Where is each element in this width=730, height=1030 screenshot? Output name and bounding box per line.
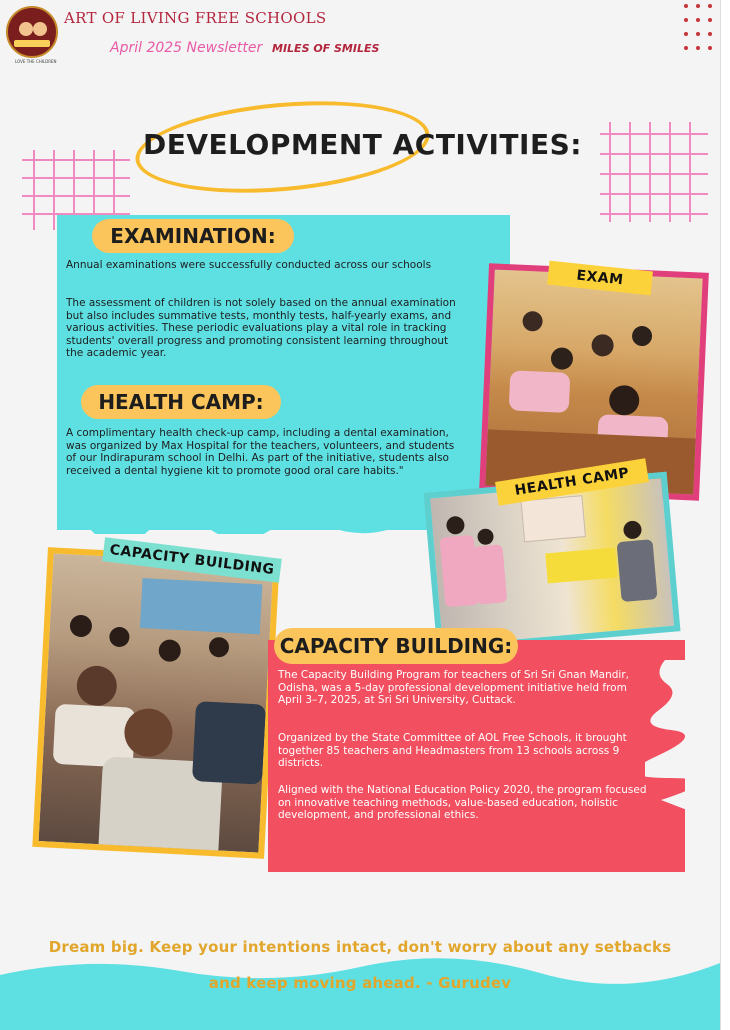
examination-paragraph-1: Annual examinations were successfully conducted across our schools [66,259,432,271]
capacity-building-paragraph-2: Organized by the State Committee of AOL Free Schools, it brought together 85 teachers and Headmasters from 13 schools across 9 districts. [278,732,627,769]
school-logo [6,6,58,58]
capacity-building-heading: CAPACITY BUILDING: [274,628,518,664]
org-name: ART OF LIVING FREE SCHOOLS [64,9,327,27]
footer-wave [0,955,720,1030]
logo-ribbon [14,40,50,47]
quote-line-2: and keep moving ahead. - Gurudev [208,974,512,992]
capacity-building-photo-tag: CAPACITY BUILDING [102,537,282,583]
tagline: MILES OF SMILES [272,42,380,55]
quote-line-1: Dream big. Keep your intentions intact, don't worry about any setbacks [48,938,672,956]
page-title: DEVELOPMENT ACTIVITIES: [143,128,582,161]
logo-caption: LOVE THE CHILDREN [15,59,57,64]
exam-photo-tag: EXAM [547,261,653,296]
health-camp-photo-tag: HEALTH CAMP [495,458,649,505]
examination-heading: EXAMINATION: [92,219,294,253]
child-face-icon [33,22,47,36]
examination-paragraph-2: The assessment of children is not solely based on the annual examination but also includes summative tests, monthly tests, half-yearly exams, and various activities. These periodic evaluations play a vital role in tracking students' overall progress and promoting consistent learning throughout the academic year. [66,297,456,359]
health-camp-heading: HEALTH CAMP: [81,385,281,419]
capacity-building-photo [32,547,279,859]
exam-photo [479,263,709,500]
child-face-icon [19,22,33,36]
dots-decoration [678,2,721,54]
capacity-building-paragraph-3: Aligned with the National Education Policy 2020, the program focused on innovative teaching methods, value-based education, holistic development, and professional ethics. [278,784,647,821]
grid-decoration-right [600,122,708,222]
newsletter-issue: April 2025 Newsletter [110,40,263,56]
capacity-building-paragraph-1: The Capacity Building Program for teachers of Sri Sri Gnan Mandir, Odisha, was a 5-day professional development initiative held from April 3–7, 2025, at Sri Sri University, Cuttack. [278,669,629,706]
health-camp-paragraph: A complimentary health check-up camp, including a dental examination, was organized by Max Hospital for the teachers, volunteers, and students of our Indirapuram school in Delhi. As part of the initiative, students also received a dental hygiene kit to promote good oral care habits." [66,427,455,477]
health-camp-photo [423,472,680,653]
